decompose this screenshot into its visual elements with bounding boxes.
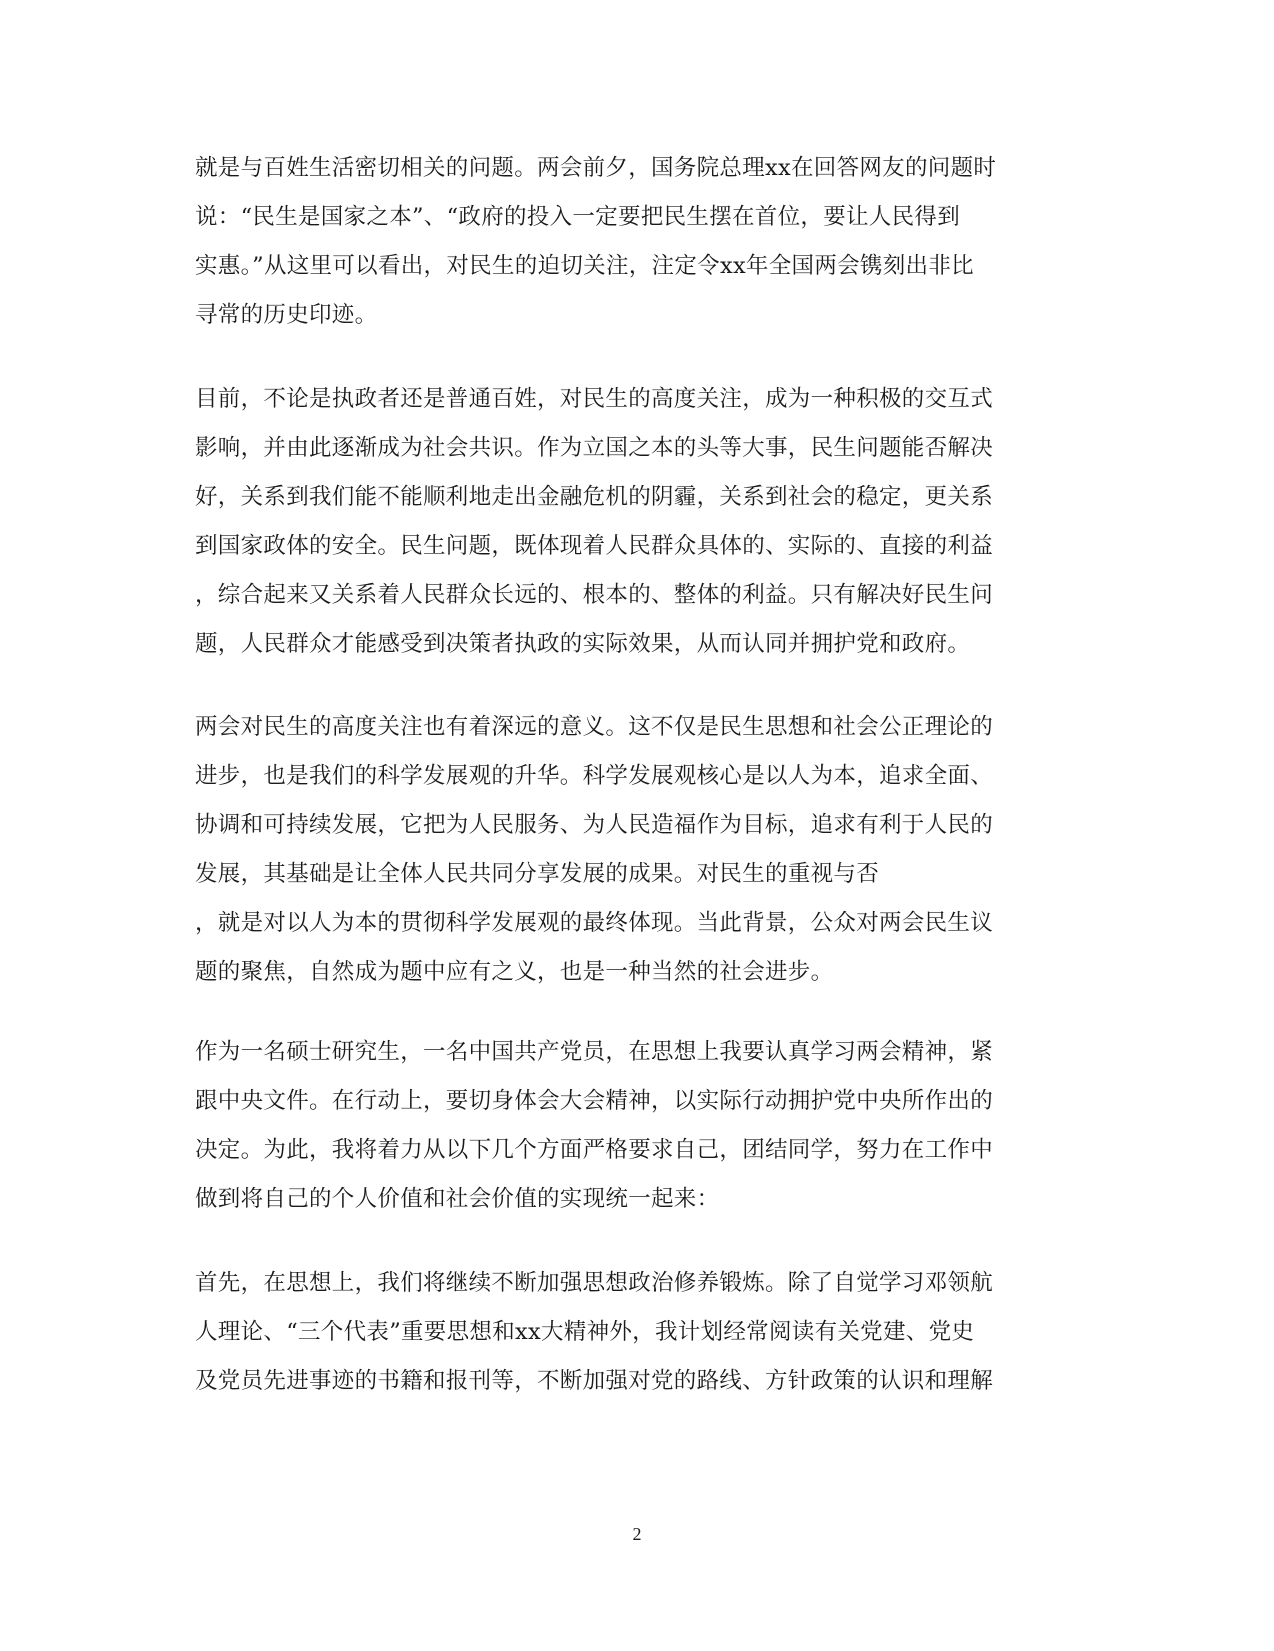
- text-line: 协调和可持续发展，它把为人民服务、为人民造福作为目标，追求有利于人民的: [195, 812, 994, 838]
- text-line: 题的聚焦，自然成为题中应有之义，也是一种当然的社会进步。: [195, 959, 834, 985]
- text-line: 人理论、“三个代表”重要思想和xx大精神外，我计划经常阅读有关党建、党史: [195, 1319, 975, 1345]
- text-line: 决定。为此，我将着力从以下几个方面严格要求自己，团结同学，努力在工作中: [195, 1137, 994, 1163]
- text-line: 首先，在思想上，我们将继续不断加强思想政治修养锻炼。除了自觉学习邓领航: [195, 1270, 994, 1296]
- paragraph-4: [195, 1028, 1075, 1224]
- text-line: 进步，也是我们的科学发展观的升华。科学发展观核心是以人为本，追求全面、: [195, 763, 994, 789]
- text-line: 实惠。”从这里可以看出，对民生的迫切关注，注定令xx年全国两会镌刻出非比: [195, 253, 974, 279]
- text-line: 题，人民群众才能感受到决策者执政的实际效果，从而认同并拥护党和政府。: [195, 631, 971, 657]
- paragraph-3: [195, 703, 1075, 997]
- text-line: ，就是对以人为本的贯彻科学发展观的最终体现。当此背景，公众对两会民生议: [195, 910, 994, 936]
- text-line: 就是与百姓生活密切相关的问题。两会前夕，国务院总理xx在回答网友的问题时: [195, 155, 997, 181]
- text-line: 及党员先进事迹的书籍和报刊等，不断加强对党的路线、方针政策的认识和理解: [195, 1368, 994, 1394]
- text-line: 寻常的历史印迹。: [195, 302, 378, 328]
- text-line: 目前，不论是执政者还是普通百姓，对民生的高度关注，成为一种积极的交互式: [195, 386, 994, 412]
- text-line: 两会对民生的高度关注也有着深远的意义。这不仅是民生思想和社会公正理论的: [195, 714, 994, 740]
- text-line: 发展，其基础是让全体人民共同分享发展的成果。对民生的重视与否: [195, 861, 880, 887]
- text-line: 跟中央文件。在行动上，要切身体会大会精神，以实际行动拥护党中央所作出的: [195, 1088, 994, 1114]
- text-line: 好，关系到我们能不能顺利地走出金融危机的阴霾，关系到社会的稳定，更关系: [195, 484, 994, 510]
- text-line: 作为一名硕士研究生，一名中国共产党员，在思想上我要认真学习两会精神，紧: [195, 1039, 994, 1065]
- paragraph-1: [195, 144, 1075, 340]
- paragraph-2: [195, 375, 1075, 669]
- text-line: 说：“民生是国家之本”、“政府的投入一定要把民生摆在首位，要让人民得到: [195, 204, 961, 230]
- paragraph-5: [195, 1259, 1075, 1406]
- page-number: 2: [632, 1524, 642, 1544]
- text-line: 做到将自己的个人价值和社会价值的实现统一起来：: [195, 1186, 720, 1212]
- text-line: 到国家政体的安全。民生问题，既体现着人民群众具体的、实际的、直接的利益: [195, 533, 994, 559]
- text-line: 影响，并由此逐渐成为社会共识。作为立国之本的头等大事，民生问题能否解决: [195, 435, 994, 461]
- text-line: ，综合起来又关系着人民群众长远的、根本的、整体的利益。只有解决好民生问: [195, 582, 994, 608]
